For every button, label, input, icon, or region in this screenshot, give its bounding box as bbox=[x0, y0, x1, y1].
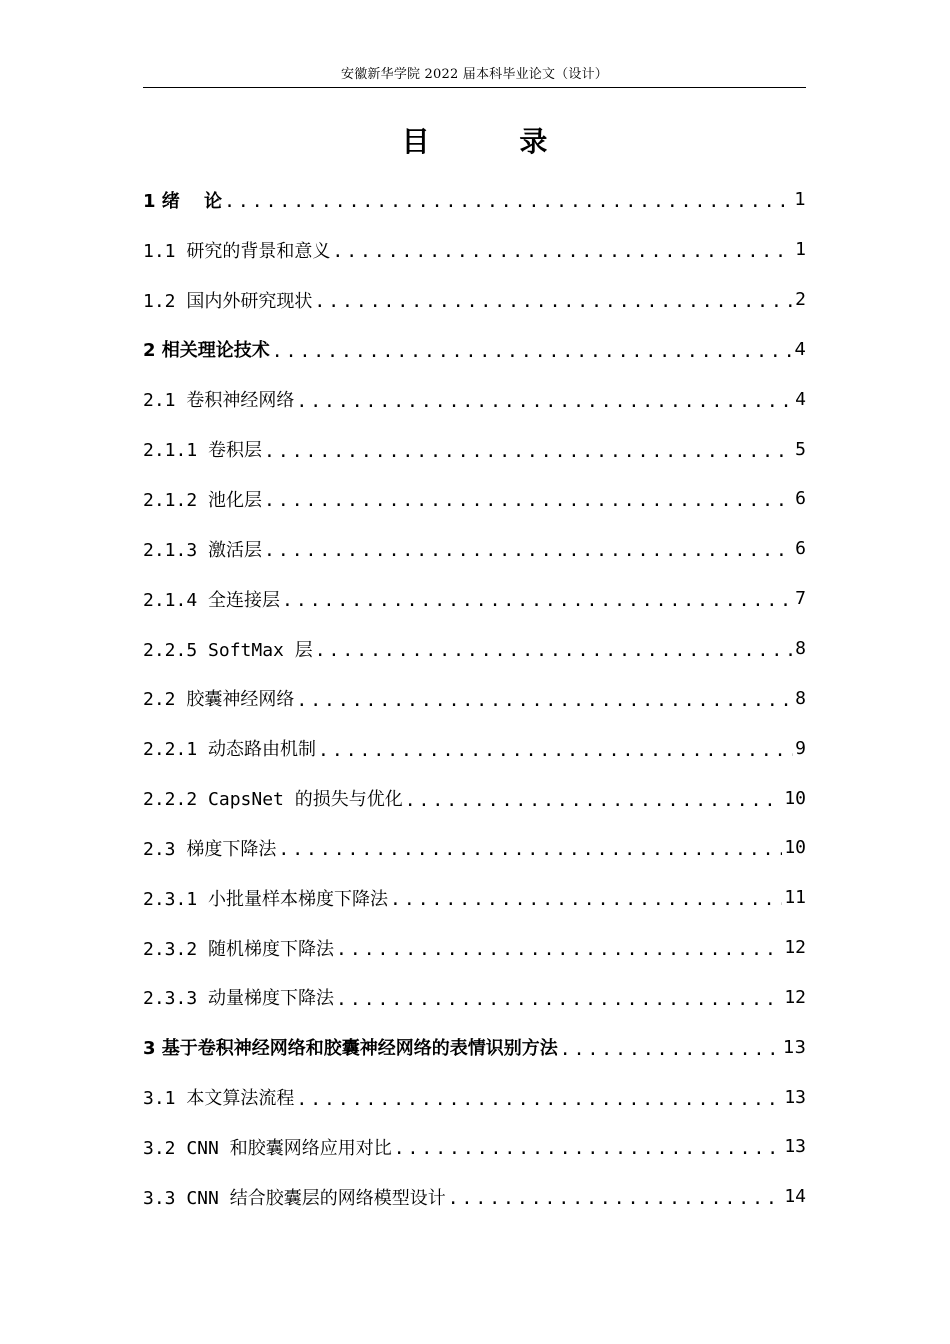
toc-entry-page-number: 13 bbox=[783, 1036, 806, 1058]
toc-entry[interactable] bbox=[143, 374, 806, 424]
toc-entry-page-number: 9 bbox=[795, 737, 806, 759]
toc-entry-page-number: 5 bbox=[795, 438, 806, 460]
dot-leader bbox=[390, 889, 782, 910]
dot-leader bbox=[264, 540, 793, 561]
toc-entry-page-number: 8 bbox=[795, 687, 806, 709]
dot-leader bbox=[264, 441, 793, 462]
toc-entry-page-number: 13 bbox=[784, 1136, 806, 1158]
toc-entry-label: 3 基于卷积神经网络和胶囊神经网络的表情识别方法 bbox=[143, 1038, 558, 1060]
toc-entry[interactable] bbox=[143, 923, 806, 973]
toc-entry-page-number: 10 bbox=[784, 837, 806, 859]
toc-entry-label: 2 相关理论技术 bbox=[143, 340, 270, 362]
toc-entry-label: 2.2.2 CapsNet 的损失与优化 bbox=[143, 789, 403, 811]
toc-entry[interactable] bbox=[143, 225, 806, 275]
dot-leader bbox=[315, 640, 793, 661]
table-of-contents bbox=[143, 175, 806, 1222]
toc-entry-label: 2.2.1 动态路由机制 bbox=[143, 739, 317, 761]
toc-entry-label: 2.3.2 随机梯度下降法 bbox=[143, 938, 335, 960]
dot-leader bbox=[332, 241, 793, 262]
toc-entry-page-number: 1 bbox=[794, 189, 806, 211]
toc-entry-page-number: 2 bbox=[795, 289, 806, 311]
dot-leader bbox=[278, 839, 782, 860]
toc-entry-label: 2.1.1 卷积层 bbox=[143, 440, 263, 462]
toc-entry[interactable] bbox=[143, 1172, 806, 1222]
toc-entry-label: 2.3.1 小批量样本梯度下降法 bbox=[143, 888, 389, 910]
toc-entry-label: 2.1.3 激活层 bbox=[143, 539, 263, 561]
toc-entry[interactable] bbox=[143, 873, 806, 923]
toc-entry[interactable] bbox=[143, 1022, 806, 1072]
header-divider bbox=[143, 87, 806, 88]
toc-entry-page-number: 7 bbox=[795, 588, 806, 610]
toc-entry-page-number: 4 bbox=[794, 338, 806, 360]
toc-entry-label: 3.3 CNN 结合胶囊层的网络模型设计 bbox=[143, 1187, 446, 1209]
toc-entry-page-number: 13 bbox=[784, 1086, 806, 1108]
toc-entry[interactable] bbox=[143, 1122, 806, 1172]
toc-entry[interactable] bbox=[143, 1072, 806, 1122]
toc-entry-label: 2.2.5 SoftMax 层 bbox=[143, 639, 313, 661]
dot-leader bbox=[296, 391, 793, 412]
toc-entry[interactable] bbox=[143, 574, 806, 624]
dot-leader bbox=[336, 989, 782, 1010]
dot-leader bbox=[296, 690, 793, 711]
dot-leader bbox=[560, 1039, 781, 1060]
toc-entry[interactable] bbox=[143, 673, 806, 723]
toc-entry[interactable] bbox=[143, 275, 806, 325]
toc-entry-page-number: 12 bbox=[784, 986, 806, 1008]
toc-entry[interactable] bbox=[143, 823, 806, 873]
dot-leader bbox=[272, 341, 793, 362]
toc-entry-page-number: 4 bbox=[795, 388, 806, 410]
toc-entry[interactable] bbox=[143, 175, 806, 225]
dot-leader bbox=[264, 490, 793, 511]
toc-entry-page-number: 10 bbox=[784, 787, 806, 809]
dot-leader bbox=[224, 191, 792, 212]
toc-entry-label: 1 绪 论 bbox=[143, 190, 223, 212]
toc-entry-label: 2.3 梯度下降法 bbox=[143, 838, 277, 860]
toc-entry-label: 3.1 本文算法流程 bbox=[143, 1088, 295, 1110]
toc-entry[interactable] bbox=[143, 325, 806, 375]
toc-entry-label: 1.1 研究的背景和意义 bbox=[143, 240, 331, 262]
dot-leader bbox=[448, 1188, 783, 1209]
toc-entry-page-number: 1 bbox=[795, 239, 806, 261]
toc-entry-label: 2.2 胶囊神经网络 bbox=[143, 689, 295, 711]
toc-entry-label: 2.3.3 动量梯度下降法 bbox=[143, 988, 335, 1010]
dot-leader bbox=[394, 1138, 783, 1159]
dot-leader bbox=[296, 1089, 782, 1110]
dot-leader bbox=[282, 590, 793, 611]
toc-title: 目 录 bbox=[401, 125, 588, 158]
dot-leader bbox=[314, 291, 793, 312]
toc-entry-page-number: 11 bbox=[784, 887, 806, 909]
toc-entry-label: 2.1 卷积神经网络 bbox=[143, 390, 295, 412]
dot-leader bbox=[318, 740, 793, 761]
toc-entry-label: 3.2 CNN 和胶囊网络应用对比 bbox=[143, 1137, 392, 1159]
toc-entry-label: 2.1.2 池化层 bbox=[143, 489, 263, 511]
toc-entry[interactable] bbox=[143, 424, 806, 474]
toc-entry[interactable] bbox=[143, 474, 806, 524]
toc-entry[interactable] bbox=[143, 773, 806, 823]
dot-leader bbox=[336, 939, 782, 960]
toc-entry[interactable] bbox=[143, 973, 806, 1023]
toc-entry[interactable] bbox=[143, 624, 806, 674]
toc-entry-page-number: 12 bbox=[784, 937, 806, 959]
toc-entry-page-number: 14 bbox=[784, 1186, 806, 1208]
toc-entry-label: 1.2 国内外研究现状 bbox=[143, 290, 313, 312]
toc-entry[interactable] bbox=[143, 524, 806, 574]
running-header: 安徽新华学院 2022 届本科毕业论文（设计） bbox=[341, 67, 608, 82]
toc-entry-page-number: 6 bbox=[795, 538, 806, 560]
toc-entry-page-number: 8 bbox=[795, 638, 806, 660]
dot-leader bbox=[405, 790, 783, 811]
toc-entry-label: 2.1.4 全连接层 bbox=[143, 589, 281, 611]
toc-entry-page-number: 6 bbox=[795, 488, 806, 510]
toc-entry[interactable] bbox=[143, 723, 806, 773]
